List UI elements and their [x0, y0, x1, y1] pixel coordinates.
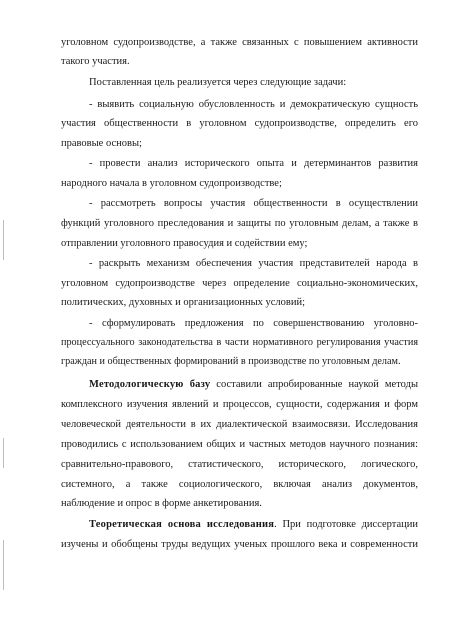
text-line: граждан и общественных формирований в производстве по уголовным делам.: [61, 356, 401, 367]
task-item: - сформулировать предложения по совершенствованию уголовно-: [89, 318, 418, 329]
text-line: системного, а также социологического, включая анализ документов,: [61, 479, 418, 490]
task-item: - раскрыть механизм обеспечения участия представителей народа в: [89, 258, 418, 269]
scan-margin-mark: [3, 438, 4, 468]
scan-margin-mark: [3, 220, 4, 260]
task-item: - рассмотреть вопросы участия общественности в осуществлении: [89, 198, 418, 209]
methodology-heading: Методологическую базу: [89, 379, 211, 390]
text-line: сравнительно-правового, статистического, исторического, логического,: [61, 459, 418, 470]
text-line: политических, духовных и организационных условий;: [61, 297, 306, 308]
theory-heading: Теоретическая основа исследования: [89, 519, 275, 530]
task-item: - провести анализ исторического опыта и детерминантов развития: [89, 158, 418, 169]
text-line: отправлении уголовного правосудия и содействии ему;: [61, 238, 308, 249]
text-line: проводились с использованием общих и частных методов научного познания:: [61, 439, 418, 450]
task-item: - выявить социальную обусловленность и демократическую сущность: [89, 99, 418, 110]
methodology-paragraph-start: Методологическую базу составили апробированные наукой методы: [89, 379, 418, 390]
text-line: Поставленная цель реализуется через следующие задачи:: [89, 77, 347, 88]
text-line: наблюдение и опрос в форме анкетирования.: [61, 498, 262, 509]
text-line: такого участия.: [61, 56, 130, 67]
theory-paragraph-start: Теоретическая основа исследования. При подготовке диссертации: [89, 519, 419, 530]
text-line: правовые основы;: [61, 138, 142, 149]
text-line: участия общественности в уголовном судопроизводстве, определить его: [61, 118, 418, 129]
text-line: процессуального законодательства в части нормативного регулирования участия: [61, 337, 418, 348]
text-line: уголовном судопроизводстве через определение социально-экономических,: [61, 278, 418, 289]
text-line: изучены и обобщены труды ведущих ученых прошлого века и современности: [61, 539, 418, 550]
text-line: функций уголовного преследования и защиты по уголовным делам, а также в: [61, 218, 418, 229]
scan-margin-mark: [3, 540, 4, 590]
text-line: народного начала в уголовном судопроизводстве;: [61, 178, 282, 189]
text-line: комплексного изучения явлений и процессов, сущности, содержания и форм: [61, 399, 418, 410]
text-line: уголовном судопроизводстве, а также связанных с повышением активности: [61, 37, 418, 48]
text-line: человеческой деятельности в их диалектической взаимосвязи. Исследования: [61, 419, 418, 430]
